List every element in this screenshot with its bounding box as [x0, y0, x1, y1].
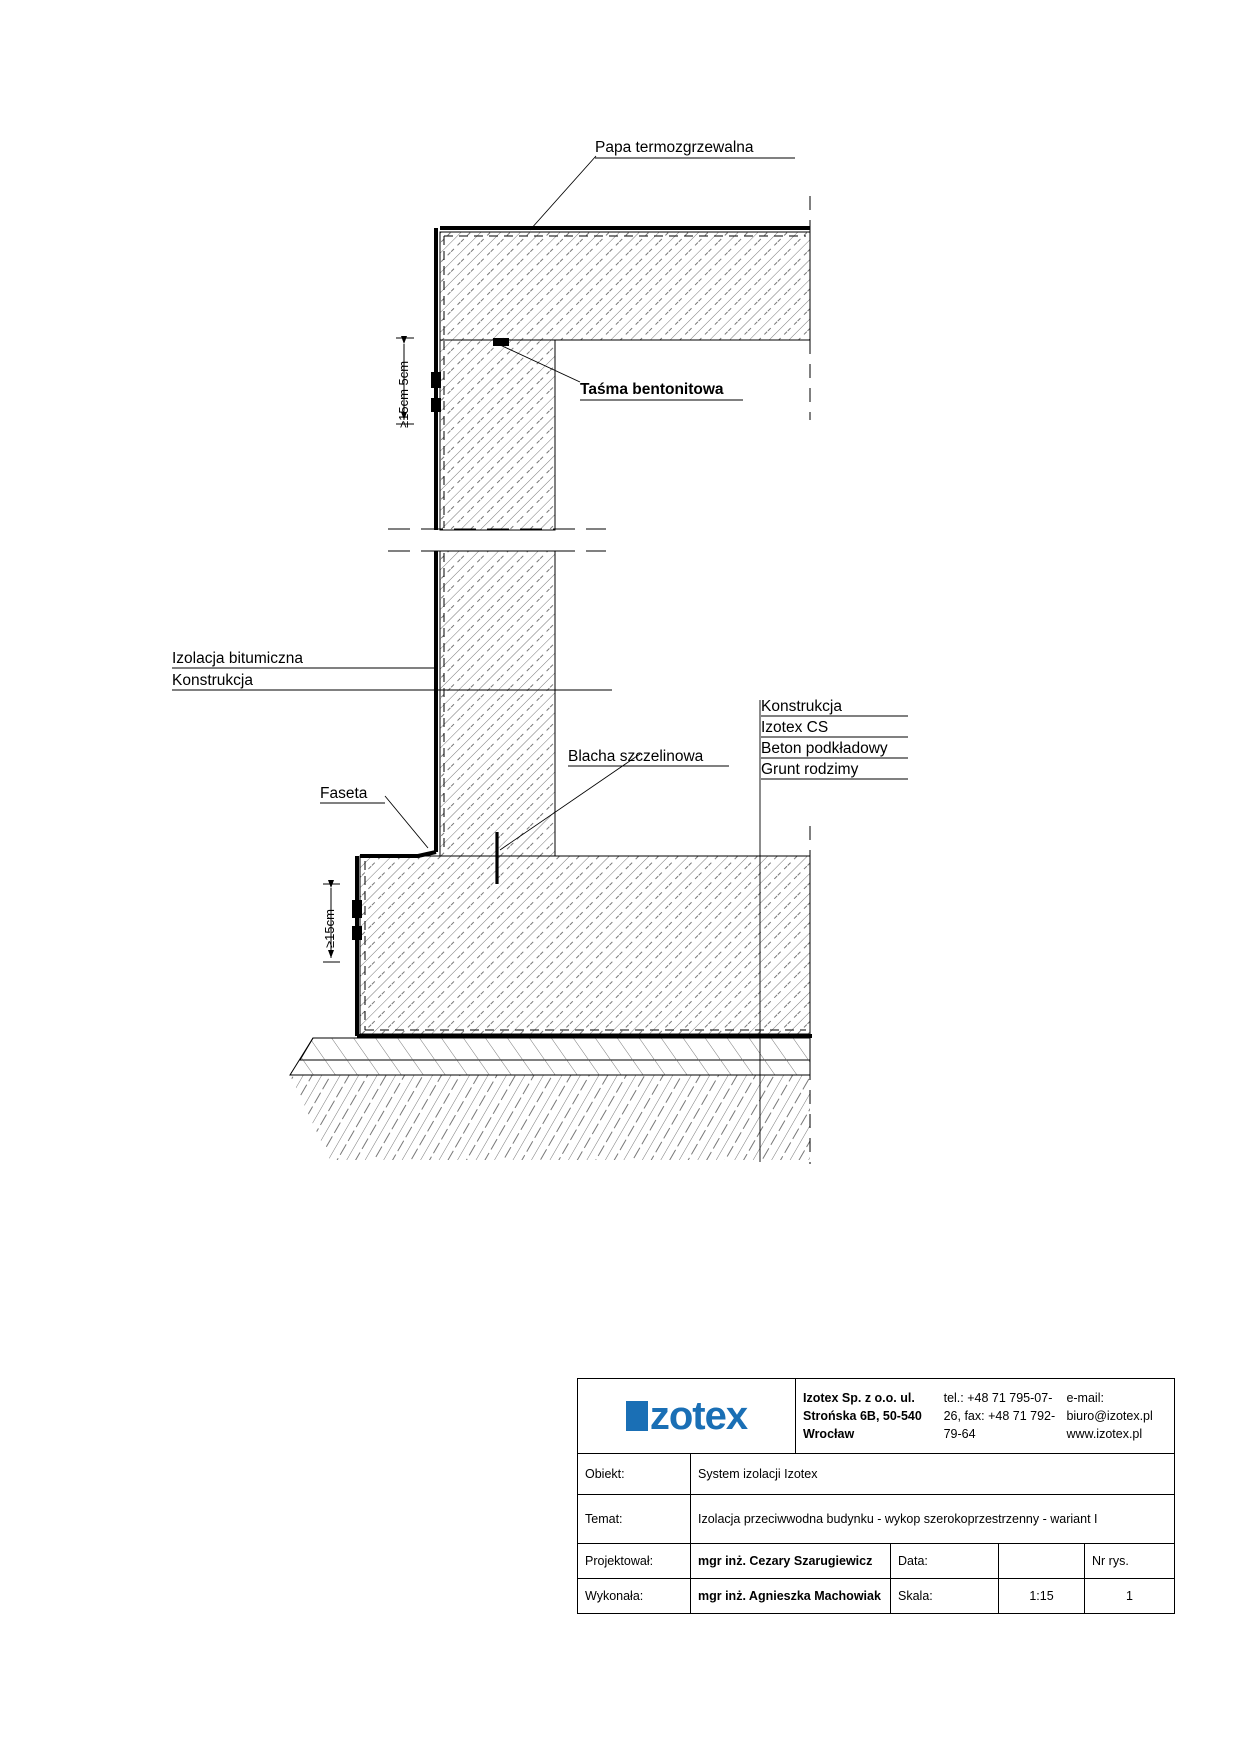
row-obiekt: [578, 1454, 1174, 1495]
label-izolacja-bitumiczna: Izolacja bitumiczna: [172, 650, 303, 667]
label-konstrukcja-right: Konstrukcja: [761, 698, 842, 715]
temat-label: Temat:: [578, 1495, 691, 1543]
label-blacha-szczelinowa: Blacha szczelinowa: [568, 748, 704, 765]
company-address: [796, 1379, 1174, 1453]
skala-label: Skala:: [891, 1579, 999, 1613]
label-papa-termozgrzewalna: Papa termozgrzewalna: [595, 139, 754, 156]
label-konstrukcja-left: Konstrukcja: [172, 672, 253, 689]
company-line-3: e-mail: biuro@izotex.pl www.izotex.pl: [1066, 1390, 1153, 1442]
dimension-label-top: ≥15cm 5cm: [396, 360, 411, 428]
company-line-1: Izotex Sp. z o.o. ul. Strońska 6B, 50-540 Wrocław: [803, 1390, 922, 1442]
wykonala-value: mgr inż. Agnieszka Machowiak: [691, 1579, 891, 1613]
obiekt-label: Obiekt:: [578, 1454, 691, 1494]
row-temat: [578, 1495, 1174, 1544]
break-line: [388, 529, 606, 551]
dimension-label-bottom: ≥15cm: [322, 909, 337, 948]
label-beton-podkladowy: Beton podkładowy: [761, 740, 888, 757]
row-projektowal: [578, 1544, 1174, 1579]
nr-rys-value: 1: [1126, 1589, 1133, 1603]
projektowal-value: mgr inż. Cezary Szarugiewicz: [691, 1544, 891, 1578]
logo-text: zotex: [649, 1393, 748, 1438]
label-izotex-cs: Izotex CS: [761, 719, 829, 736]
blinding-concrete: [290, 1038, 810, 1075]
skala-value: 1:15: [999, 1579, 1085, 1613]
data-value: [999, 1544, 1085, 1578]
label-tasma-bentonitowa: Taśma bentonitowa: [580, 381, 724, 398]
upper-wall: [440, 340, 555, 530]
data-label: Data:: [891, 1544, 999, 1578]
nr-rys-label: Nr rys.: [1092, 1554, 1129, 1568]
lower-wall: [440, 551, 555, 856]
title-block: [577, 1378, 1175, 1614]
company-line-2: tel.: +48 71 795-07-26, fax: +48 71 792-79-64: [943, 1390, 1056, 1442]
label-grunt-rodzimy: Grunt rodzimy: [761, 761, 859, 778]
wykonala-label: Wykonała:: [578, 1579, 691, 1613]
logo-mark-icon: [626, 1401, 648, 1431]
projektowal-label: Projektował:: [578, 1544, 691, 1578]
izotex-logo: [578, 1379, 796, 1453]
native-soil: [290, 1075, 810, 1160]
obiekt-value: System izolacji Izotex: [698, 1467, 818, 1481]
label-faseta: Faseta: [320, 785, 368, 802]
temat-value: Izolacja przeciwwodna budynku - wykop szerokoprzestrzenny - wariant I: [698, 1511, 1098, 1526]
roof-slab: [440, 232, 810, 340]
row-wykonala: [578, 1579, 1174, 1613]
foundation-footing: [360, 856, 810, 1034]
title-block-header-row: [578, 1379, 1174, 1454]
